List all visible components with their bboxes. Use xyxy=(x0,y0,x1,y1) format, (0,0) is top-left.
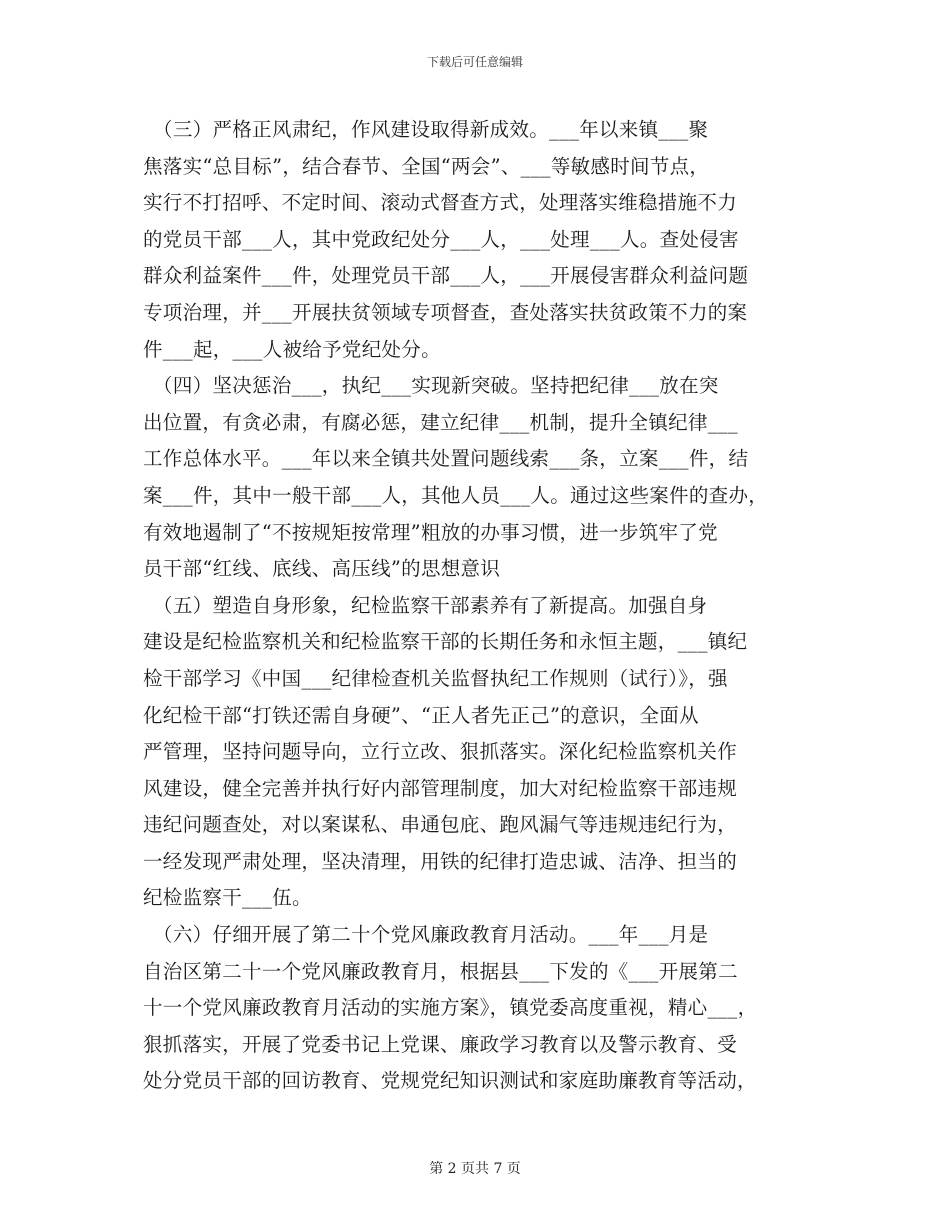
text-line: 纪检监察干___伍。 xyxy=(143,886,312,910)
text-line: 十一个党风廉政教育月活动的实施方案》，镇党委高度重视，精心___， xyxy=(143,996,758,1020)
text-line: 严管理，坚持问题导向，立行立改、狠抓落实。深化纪检监察机关作 xyxy=(143,740,738,764)
text-line: （四）坚决惩治___，执纪___实现新突破。坚持把纪律___放在突 xyxy=(143,374,719,398)
text-line: 件___起，___人被给予党纪处分。 xyxy=(143,337,441,361)
text-line: （三）严格正风肃纪，作风建设取得新成效。___年以来镇___聚 xyxy=(143,118,709,141)
text-line: 狠抓落实，开展了党委书记上党课、廉政学习教育以及警示教育、受 xyxy=(143,1032,738,1056)
text-line: 的党员干部___人，其中党政纪处分___人，___处理___人。查处侵害 xyxy=(143,227,739,251)
text-line: 焦落实“总目标”，结合春节、全国“两会”、___等敏感时间节点， xyxy=(143,154,710,178)
text-line: 处分党员干部的回访教育、党规党纪知识测试和家庭助廉教育等活动， xyxy=(143,1069,757,1093)
text-line: 违纪问题查处，对以案谋私、串通包庇、跑风漏气等违规违纪行为， xyxy=(143,813,738,837)
text-line: 有效地遏制了“不按规矩按常理”粗放的办事习惯，进一步筑牢了党 xyxy=(143,520,718,544)
text-line: （五）塑造自身形象，纪检监察干部素养有了新提高。加强自身 xyxy=(143,593,708,617)
text-line: 案___件，其中一般干部___人，其他人员___人。通过这些案件的查办， xyxy=(143,483,769,507)
text-line: （六）仔细开展了第二十个党风廉政教育月活动。___年___月是 xyxy=(143,923,709,947)
text-line: 化纪检干部“打铁还需自身硬”、“正人者先正己”的意识，全面从 xyxy=(143,703,699,727)
text-line: 一经发现严肃处理，坚决清理，用铁的纪律打造忠诚、洁净、担当的 xyxy=(143,849,738,873)
page-header: 下载后可任意编辑 xyxy=(426,55,523,69)
text-line: 工作总体水平。___年以来全镇共处置问题线索___条，立案___件，结 xyxy=(143,447,749,471)
text-line: 检干部学习《中国___纪律检查机关监督执纪工作规则（试行）》，强 xyxy=(143,666,728,690)
text-line: 风建设，健全完善并执行好内部管理制度，加大对纪检监察干部违规 xyxy=(143,776,738,800)
document-body xyxy=(143,112,808,1100)
text-line: 出位置，有贪必肃，有腐必惩，建立纪律___机制，提升全镇纪律___ xyxy=(143,410,738,434)
text-line: 员干部“红线、底线、高压线”的思想意识 xyxy=(143,557,501,581)
text-line: 建设是纪检监察机关和纪检监察干部的长期任务和永恒主题，___镇纪 xyxy=(143,630,748,654)
text-line: 实行不打招呼、不定时间、滚动式督查方式，处理落实维稳措施不力 xyxy=(143,191,738,215)
text-line: 专项治理，并___开展扶贫领域专项督查，查处落实扶贫政策不力的案 xyxy=(143,300,748,324)
text-line: 群众利益案件___件，处理党员干部___人，___开展侵害群众利益问题 xyxy=(143,264,749,288)
page-number: 第 2 页共 7 页 xyxy=(429,1161,521,1177)
text-line: 自治区第二十一个党风廉政教育月，根据县___下发的《___开展第二 xyxy=(143,959,738,983)
